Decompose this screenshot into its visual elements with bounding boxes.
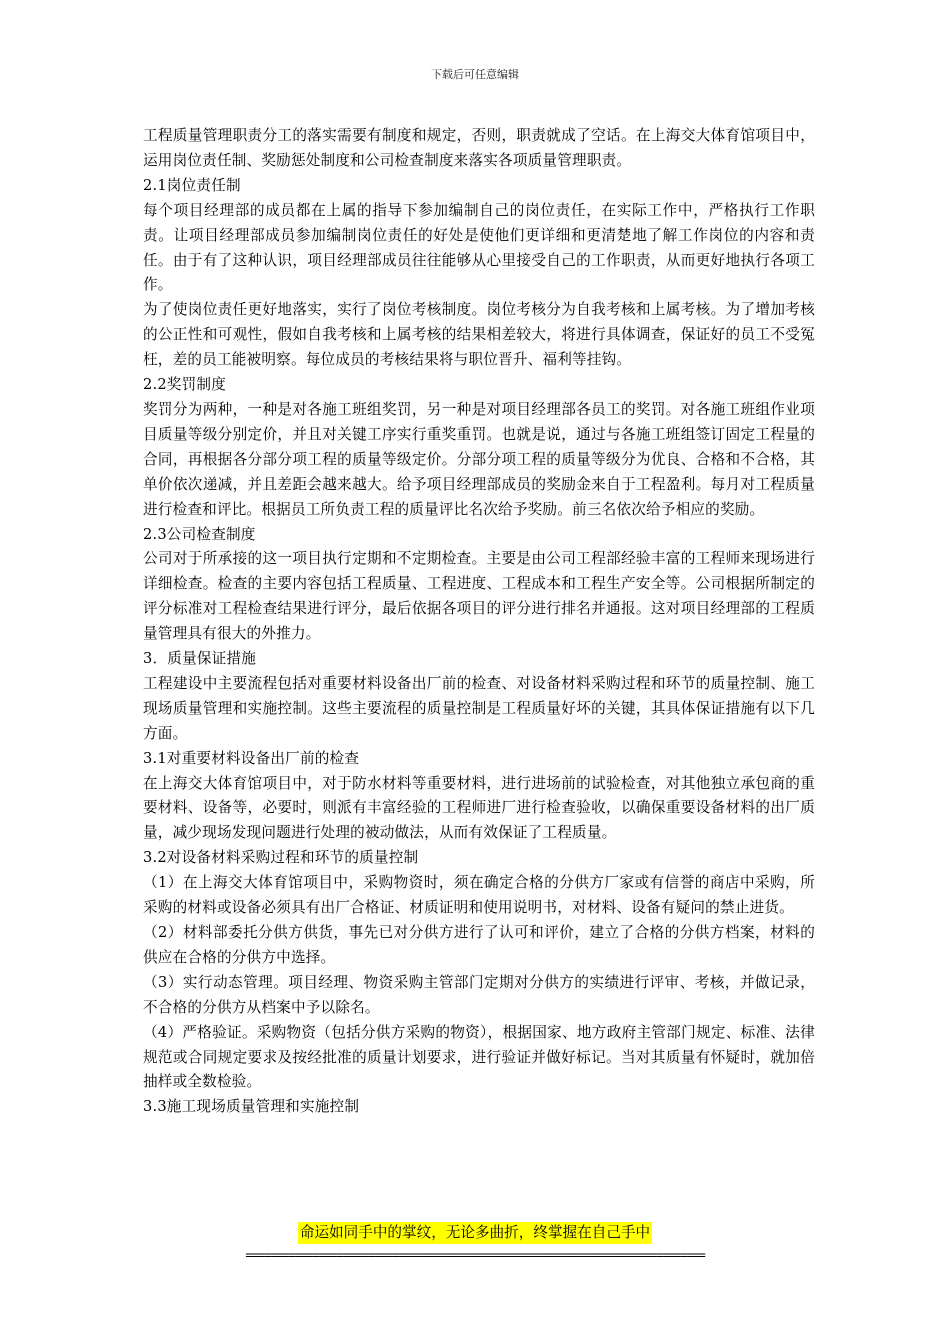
section-heading-3-2: 3.2对设备材料采购过程和环节的质量控制 — [143, 849, 419, 867]
footer-rule: =========================================================================== — [245, 1248, 705, 1262]
list-item: （2）材料部委托分供方供货，事先已对分供方进行了认可和评价，建立了合格的分供方档案，材料的供应在合格的分供方中选择。 — [143, 924, 815, 966]
paragraph: 公司对于所承接的这一项目执行定期和不定期检查。主要是由公司工程部经验丰富的工程师来现场进行详细检查。检查的主要内容包括工程质量、工程进度、工程成本和工程生产安全等。公司根据所制定的评分标准对工程检查结果进行评分，最后依据各项目的评分进行排名并通报。这对项目经理部的工程质量管理具有很大的外推力。 — [143, 550, 815, 643]
section-heading-3-1: 3.1对重要材料设备出厂前的检查 — [143, 749, 360, 767]
section-heading-3-3: 3.3施工现场质量管理和实施控制 — [143, 1098, 360, 1116]
list-item: （3）实行动态管理。项目经理、物资采购主管部门定期对分供方的实绩进行评审、考核，并做记录，不合格的分供方从档案中予以除名。 — [143, 973, 815, 1016]
paragraph: 为了使岗位责任更好地落实，实行了岗位考核制度。岗位考核分为自我考核和上属考核。为了增加考核的公正性和可观性，假如自我考核和上属考核的结果相差较大，将进行具体调查，保证好的员工不受冤枉，差的员工能被明察。每位成员的考核结果将与职位晋升、福利等挂钩。 — [143, 301, 815, 369]
section-heading-2-1: 2.1岗位责任制 — [143, 176, 241, 194]
section-heading-3: 3．质量保证措施 — [143, 650, 257, 668]
section-heading-2-2: 2.2奖罚制度 — [143, 376, 226, 394]
paragraph: 每个项目经理部的成员都在上属的指导下参加编制自己的岗位责任，在实际工作中，严格执行工作职责。让项目经理部成员参加编制岗位责任的好处是使他们更详细和更清楚地了解工作岗位的内容和责任。由于有了这种认识，项目经理部成员往往能够从心里接受自己的工作职责，从而更好地执行各项工作。 — [143, 201, 815, 294]
paragraph: 在上海交大体育馆项目中，对于防水材料等重要材料，进行进场前的试验检查，对其他独立承包商的重要材料、设备等，必要时，则派有丰富经验的工程师进厂进行检查验收，以确保重要设备材料的出厂质量，减少现场发现问题进行处理的被动做法，从而有效保证了工程质量。 — [143, 774, 815, 842]
paragraph: 奖罚分为两种，一种是对各施工班组奖罚，另一种是对项目经理部各员工的奖罚。对各施工班组作业项目质量等级分别定价，并且对关键工序实行重奖重罚。也就是说，通过与各施工班组签订固定工程量的合同，再根据各分部分项工程的质量等级定价。分部分项工程的质量等级分为优良、合格和不合格，其单价依次递减，并且差距会越来越大。给予项目经理部成员的奖励金来自于工程盈利。每月对工程质量进行检查和评比。根据员工所负责工程的质量评比名次给予奖励。前三名依次给予相应的奖励。 — [143, 400, 815, 518]
footer-motto: 命运如同手中的掌纹，无论多曲折，终掌握在自己手中 — [298, 1222, 652, 1244]
list-item: （1）在上海交大体育馆项目中，采购物资时，须在确定合格的分供方厂家或有信誉的商店中采购，所采购的材料或设备必须具有出厂合格证、材质证明和使用说明书，对材料、设备有疑问的禁止进货。 — [143, 874, 815, 917]
page-header: 下载后可任意编辑 — [431, 68, 519, 81]
page-footer — [0, 1222, 950, 1262]
paragraph-intro: 工程质量管理职责分工的落实需要有制度和规定，否则，职责就成了空话。在上海交大体育馆项目中，运用岗位责任制、奖励惩处制度和公司检查制度来落实各项质量管理职责。 — [143, 127, 815, 169]
paragraph: 工程建设中主要流程包括对重要材料设备出厂前的检查、对设备材料采购过程和环节的质量控制、施工现场质量管理和实施控制。这些主要流程的质量控制是工程质量好坏的关键，其具体保证措施有以下几方面。 — [143, 674, 815, 742]
document-body — [143, 124, 815, 1120]
section-heading-2-3: 2.3公司检查制度 — [143, 525, 256, 543]
list-item: （4）严格验证。采购物资（包括分供方采购的物资），根据国家、地方政府主管部门规定、标准、法律规范或合同规定要求及按经批准的质量计划要求，进行验证并做好标记。当对其质量有怀疑时，就加倍抽样或全数检验。 — [143, 1023, 815, 1091]
